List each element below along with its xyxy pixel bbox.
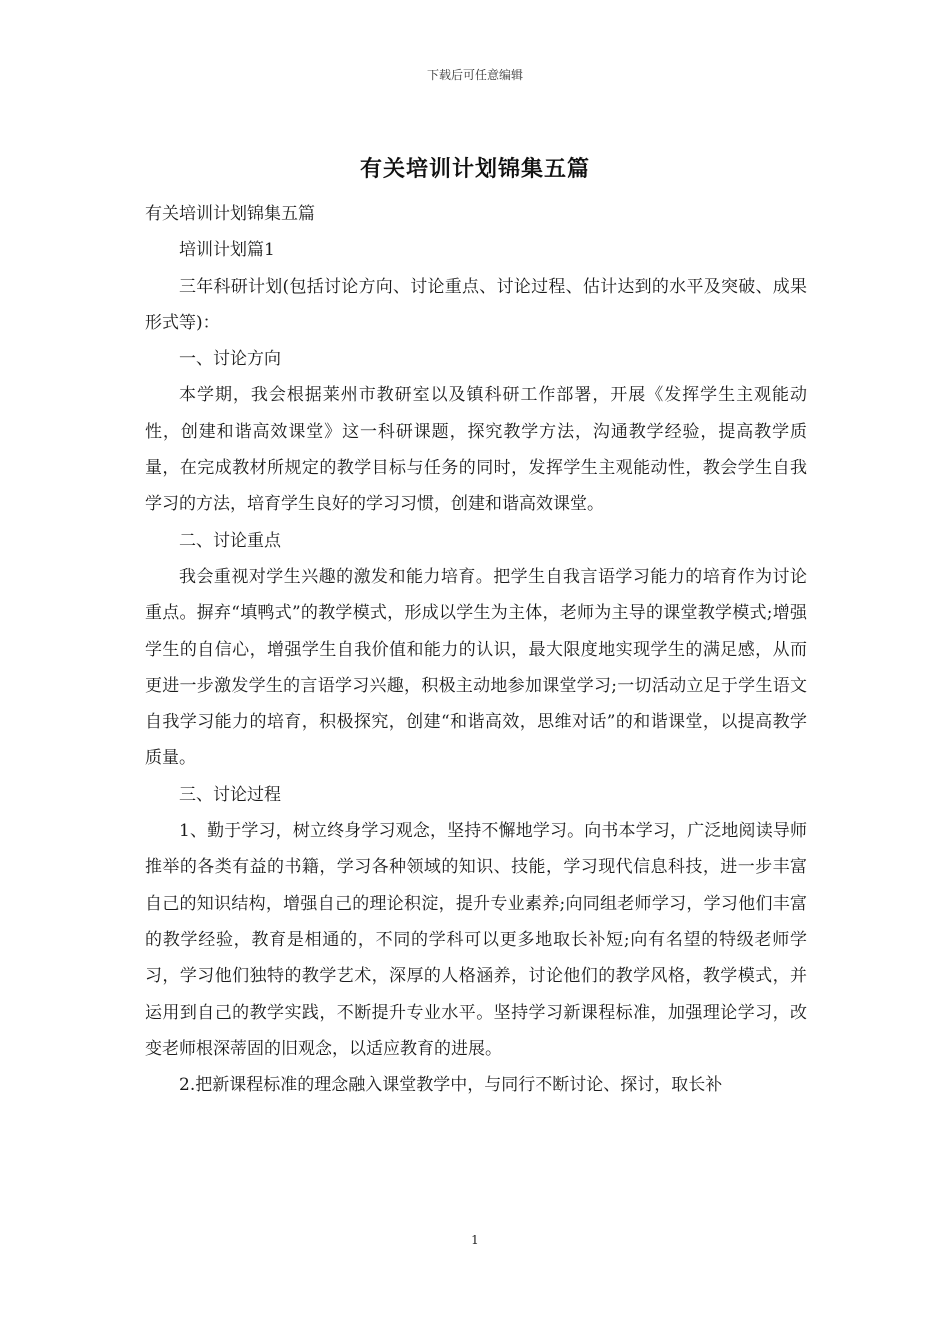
paragraph: 我会重视对学生兴趣的激发和能力培育。把学生自我言语学习能力的培育作为讨论重点。摒弃“填鸭式”的教学模式，形成以学生为主体，老师为主导的课堂教学模式;增强学生的自信心，增强学生自我价值和能力的认识，最大限度地实现学生的满足感，从而更进一步激发学生的言语学习兴趣，积极主动地参加课堂学习;一切活动立足于学生语文自我学习能力的培育，积极探究，创建“和谐高效，思维对话”的和谐课堂，以提高教学质量。 [145, 566, 807, 769]
paragraph: 三年科研计划(包括讨论方向、讨论重点、讨论过程、估计达到的水平及突破、成果形式等)： [145, 276, 807, 333]
paragraph: 2.把新课程标准的理念融入课堂教学中，与同行不断讨论、探讨，取长补 [179, 1075, 723, 1096]
section-heading: 一、讨论方向 [179, 349, 281, 370]
section-heading: 培训计划篇1 [179, 240, 275, 261]
document-body [145, 196, 807, 1103]
page-number: 1 [471, 1233, 479, 1247]
paragraph: 1、勤于学习，树立终身学习观念，坚持不懈地学习。向书本学习，广泛地阅读导师推举的各类有益的书籍，学习各种领域的知识、技能，学习现代信息科技，进一步丰富自己的知识结构，增强自己的理论积淀，提升专业素养;向同组老师学习，学习他们丰富的教学经验，教育是相通的，不同的学科可以更多地取长补短;向有名望的特级老师学习，学习他们独特的教学艺术，深厚的人格涵养，讨论他们的教学风格，教学模式，并运用到自己的教学实践，不断提升专业水平。坚持学习新课程标准，加强理论学习，改变老师根深蒂固的旧观念，以适应教育的进展。 [145, 821, 807, 1059]
document-title: 有关培训计划锦集五篇 [359, 156, 590, 182]
section-heading: 二、讨论重点 [179, 530, 281, 551]
paragraph: 本学期，我会根据莱州市教研室以及镇科研工作部署，开展《发挥学生主观能动性，创建和谐高效课堂》这一科研课题，探究教学方法，沟通教学经验，提高教学质量，在完成教材所规定的教学目标与任务的同时，发挥学生主观能动性，教会学生自我学习的方法，培育学生良好的学习习惯，创建和谐高效课堂。 [145, 385, 807, 515]
header-note: 下载后可任意编辑 [426, 68, 523, 82]
section-heading: 三、讨论过程 [179, 784, 281, 805]
paragraph: 有关培训计划锦集五篇 [145, 204, 315, 224]
